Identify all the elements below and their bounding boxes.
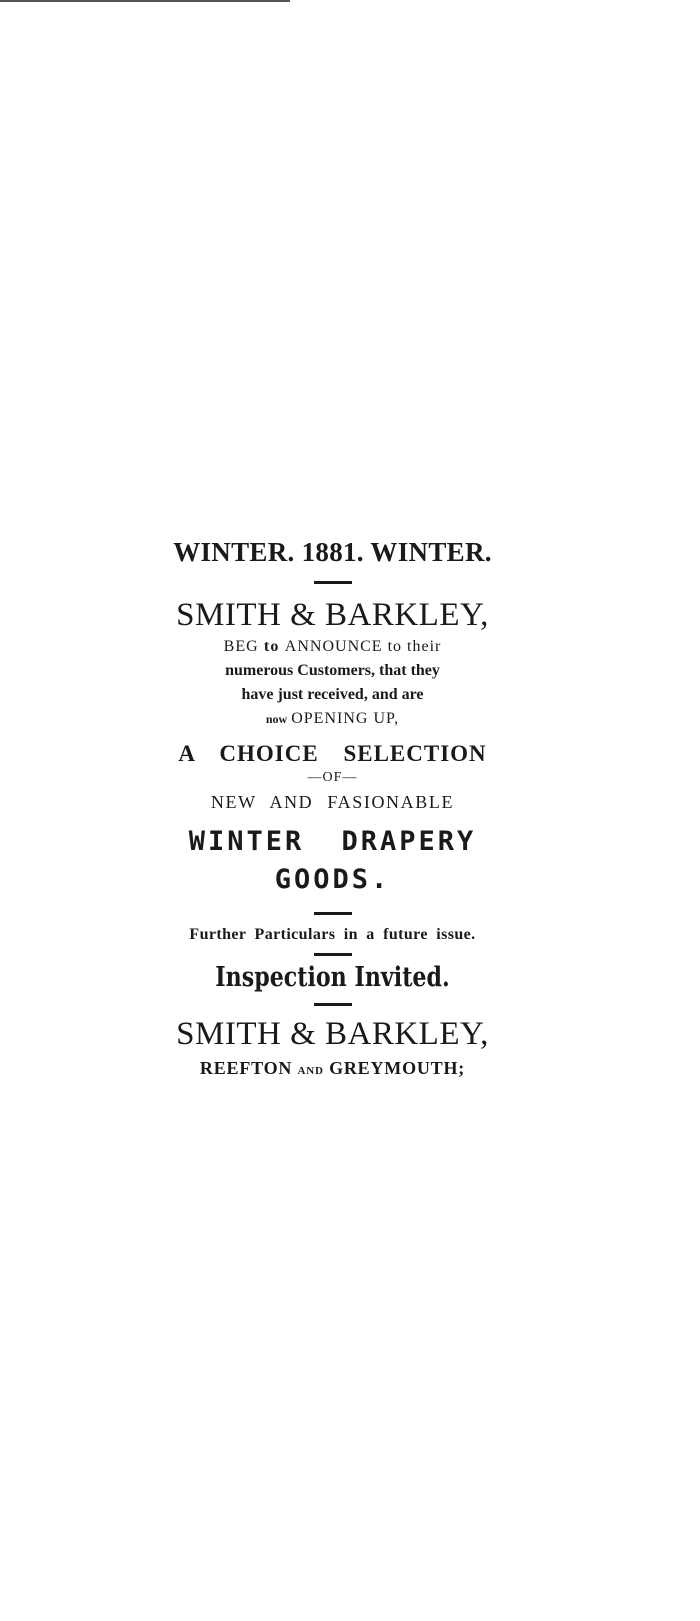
announce-line-4 xyxy=(160,707,505,731)
announce-line-3: have just received, and are xyxy=(241,686,424,703)
announce-to: to xyxy=(263,638,280,655)
town-reefton: REEFTON xyxy=(199,1058,293,1078)
announce-now: now xyxy=(265,712,288,726)
firm-name: SMITH & BARKLEY, xyxy=(176,597,489,633)
goods: GOODS. xyxy=(274,864,391,895)
announce-beg: BEG xyxy=(223,638,259,655)
announce-rest: ANNOUNCE to their xyxy=(284,638,442,655)
of-separator: —OF— xyxy=(307,770,358,785)
new-fashionable: NEW AND FASIONABLE xyxy=(210,792,455,812)
choice-selection: A CHOICE SELECTION xyxy=(178,741,487,766)
inspection-invited: Inspection Invited. xyxy=(215,962,450,993)
winter-drapery: WINTER DRAPERY xyxy=(188,826,477,857)
divider-rule xyxy=(314,581,352,584)
top-border-rule xyxy=(0,0,290,2)
announce-line-2: numerous Customers, that they xyxy=(225,662,440,679)
divider-rule xyxy=(314,1003,352,1006)
announce-line-1 xyxy=(160,635,505,659)
further-particulars: Further Particulars in a future issue. xyxy=(189,926,476,943)
announce-opening: OPENING UP, xyxy=(291,710,400,727)
towns xyxy=(160,1058,505,1079)
firm-name-footer: SMITH & BARKLEY, xyxy=(176,1016,489,1052)
advertisement xyxy=(160,535,505,1079)
divider-rule xyxy=(314,953,352,956)
ad-heading: WINTER. 1881. WINTER. xyxy=(173,537,492,567)
divider-rule xyxy=(314,912,352,915)
towns-and: AND xyxy=(297,1065,324,1077)
town-greymouth: GREYMOUTH; xyxy=(329,1058,466,1078)
